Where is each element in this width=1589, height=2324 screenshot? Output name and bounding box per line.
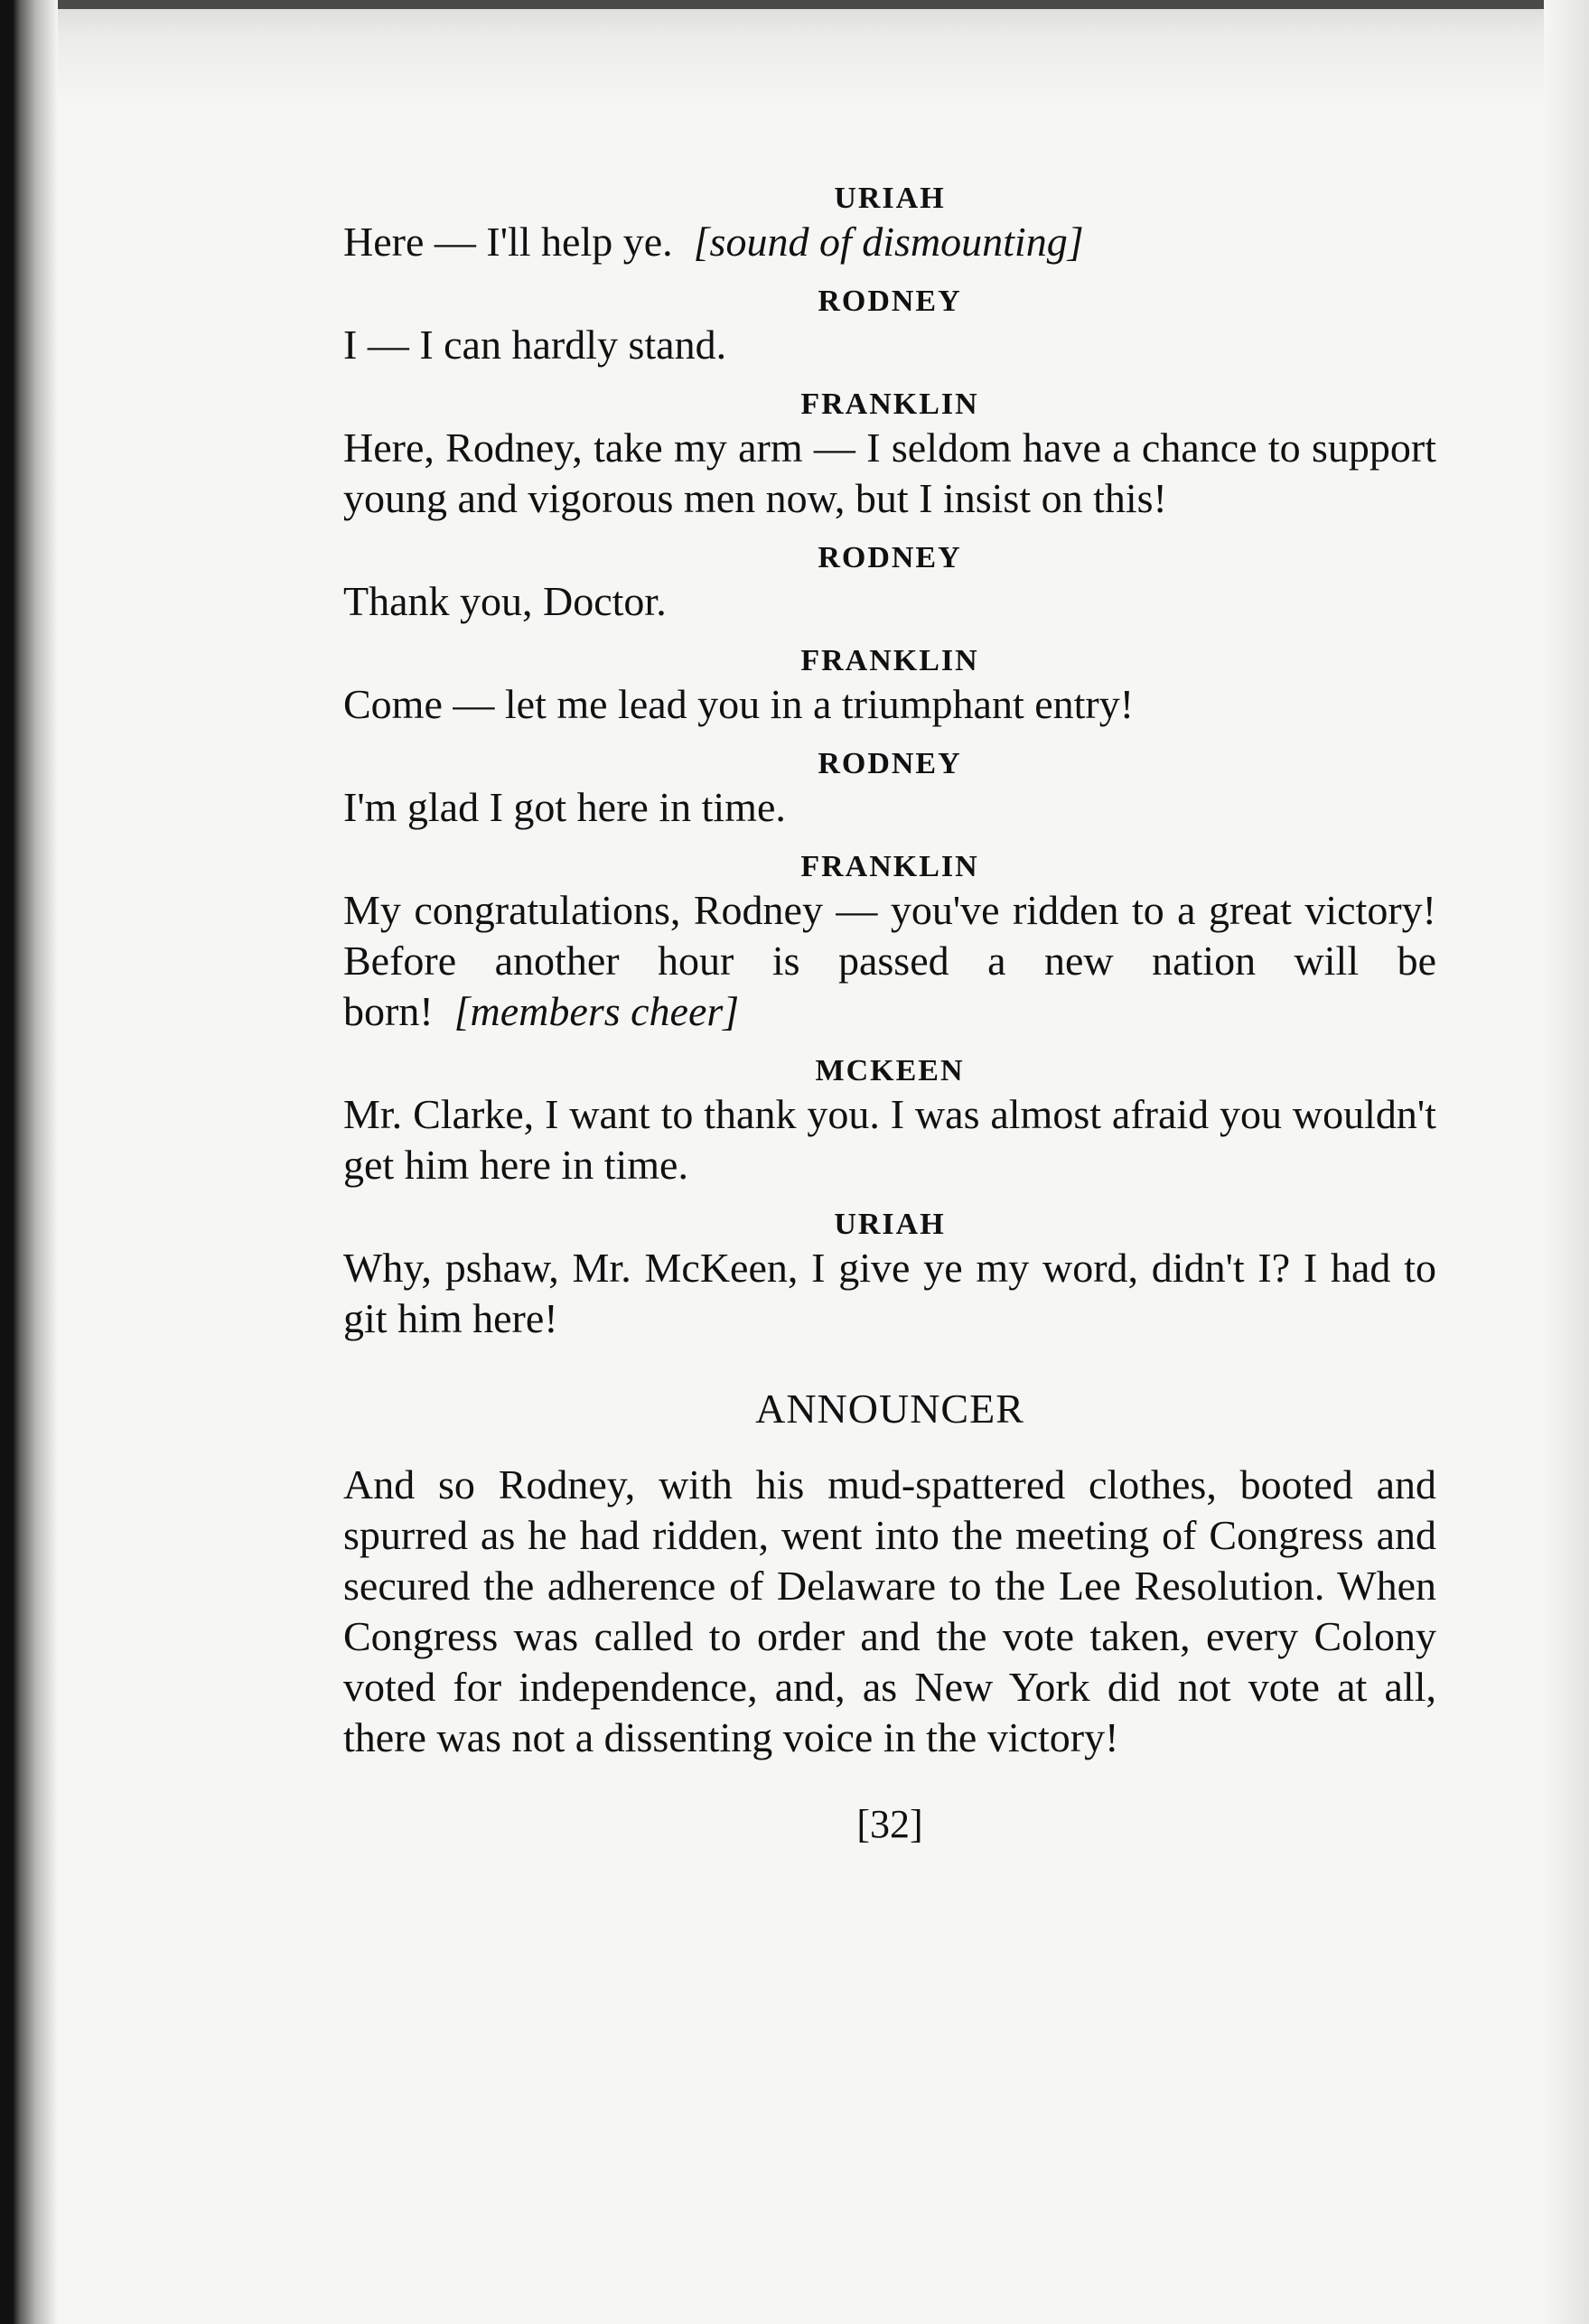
speaker-name: FRANKLIN <box>800 387 979 421</box>
announcer-text: And so Rodney, with his mud-spattered clothes, booted and spurred as he had ridden, went into the meeting of Congress and secured the adherence of Delaware to the Lee Resolution. When Congress was called to order and the vote taken, every Colony voted for independence, and, as New York did not vote at all, there was not a dissenting voice in the victory! <box>343 1461 1436 1760</box>
speech-line: Why, pshaw, Mr. McKeen, I give ye my word, didn't I? I had to git him here! <box>343 1245 1436 1341</box>
speaker-name: RODNEY <box>818 285 962 318</box>
page-text <box>343 181 1436 1850</box>
speaker-name: MCKEEN <box>815 1054 965 1087</box>
speech-text: My congratulations, Rodney — you've ridden to a great victory! Before another hour is passed a new nation will be born! <box>343 887 1436 1034</box>
speech-line: I'm glad I got here in time. <box>343 784 786 830</box>
speech-line: Thank you, Doctor. <box>343 578 667 624</box>
speaker-name: FRANKLIN <box>800 644 979 677</box>
book-binding-shadow <box>0 0 58 2324</box>
speech-line: Mr. Clarke, I want to thank you. I was almost afraid you wouldn't get him here in time. <box>343 1091 1436 1188</box>
page-number: [32] <box>856 1802 923 1846</box>
announcer-heading: ANNOUNCER <box>755 1386 1024 1432</box>
speech-line <box>343 217 1436 267</box>
speaker-name: FRANKLIN <box>800 850 979 883</box>
speaker-name: RODNEY <box>818 747 962 780</box>
scan-top-shading <box>0 0 1589 108</box>
speech-line <box>343 885 1436 1037</box>
stage-direction: [sound of dismounting] <box>693 219 1084 265</box>
speech-line: Come — let me lead you in a triumphant entry! <box>343 681 1135 727</box>
speech-text: Here — I'll help ye. <box>343 219 673 265</box>
speaker-name: URIAH <box>834 182 946 215</box>
page-edge-shadow <box>1544 0 1589 2324</box>
speaker-name: URIAH <box>834 1208 946 1241</box>
speaker-name: RODNEY <box>818 541 962 574</box>
stage-direction: [members cheer] <box>453 988 740 1034</box>
scan-top-edge <box>0 0 1589 9</box>
speech-line: I — I can hardly stand. <box>343 322 727 368</box>
speech-line: Here, Rodney, take my arm — I seldom have a chance to support young and vigorous men now, but I insist on this! <box>343 425 1436 521</box>
